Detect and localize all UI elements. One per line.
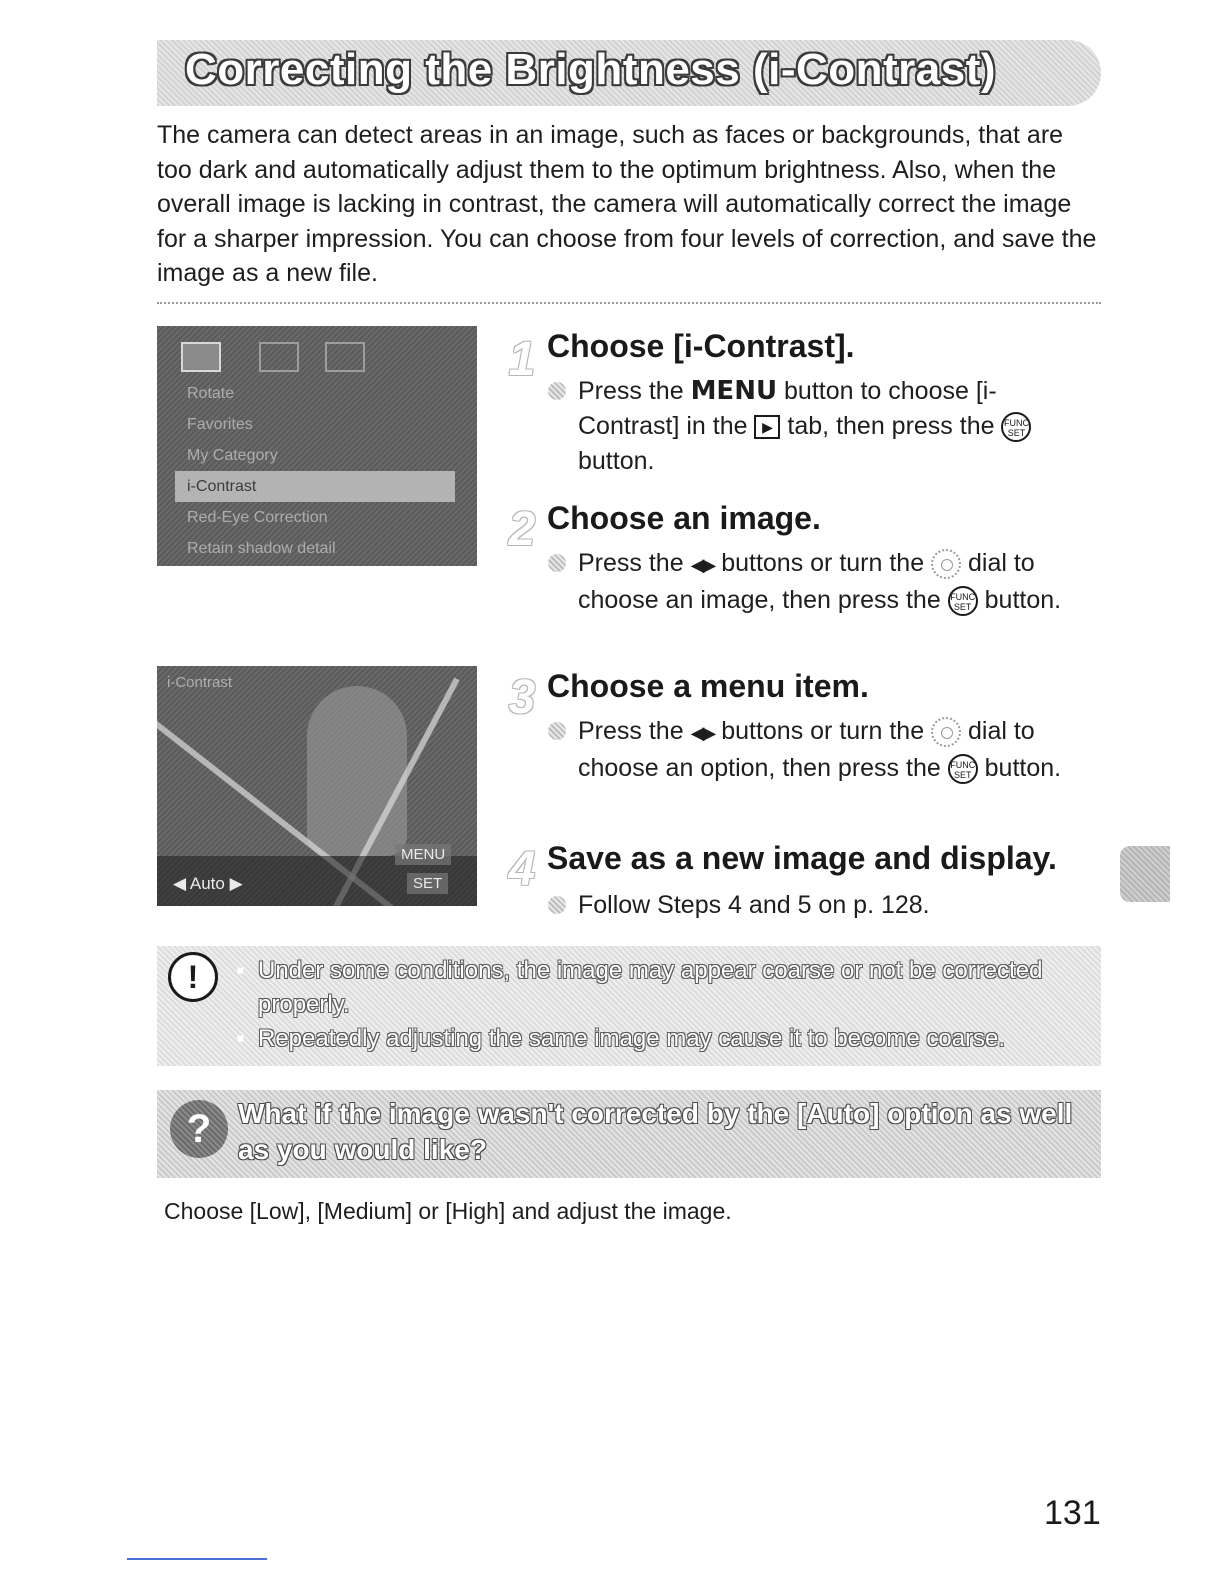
preview-screenshot xyxy=(157,666,477,906)
menu-item: My Category xyxy=(187,447,278,464)
step-title: Choose a menu item. xyxy=(547,668,869,704)
preview-option: ◀ Auto ▶ xyxy=(173,874,243,893)
bullet-icon xyxy=(548,382,566,400)
caution-item: ▪ Repeatedly adjusting the same image may cause it to become coarse. xyxy=(232,1022,1092,1056)
preview-label: i-Contrast xyxy=(167,674,233,691)
step-body: Follow Steps 4 and 5 on p. 128. xyxy=(578,888,1098,923)
menu-list xyxy=(175,378,455,564)
left-right-arrows-icon: ◀▶ xyxy=(690,555,715,575)
bullet-icon xyxy=(548,722,566,740)
menu-item: Favorites xyxy=(187,416,253,433)
settings-tab-icon xyxy=(325,342,365,372)
intro-paragraph: The camera can detect areas in an image, such as faces or backgrounds, that are too dark and automatically adjust them to the optimum brightness. Also, when the overall image is lacking in contrast, the camera will automatically correct the image for a sharper impression. You can choose from four levels of correction, and save the image as a new file. xyxy=(157,121,1097,287)
preview-menu-label: MENU xyxy=(395,844,451,865)
page-title: Correcting the Brightness (i-Contrast) xyxy=(185,45,997,94)
caution-icon: ! xyxy=(168,952,218,1002)
menu-screenshot xyxy=(157,326,477,566)
caution-item: ▪ Under some conditions, the image may appear coarse or not be corrected properly. xyxy=(232,954,1092,1022)
left-right-arrows-icon: ◀▶ xyxy=(690,723,715,743)
footer-line xyxy=(127,1558,267,1560)
page-number: 131 xyxy=(1044,1494,1101,1532)
step-number: 3 xyxy=(508,671,536,724)
func-set-icon: FUNC SET xyxy=(948,586,978,616)
step-body: Press the ◀▶ buttons or turn the dial to choose an option, then press the FUNC SET button. xyxy=(578,714,1098,786)
chapter-side-tab xyxy=(1120,846,1170,902)
photo-subject xyxy=(307,686,407,856)
menu-tab-strip xyxy=(175,338,455,378)
control-dial-icon xyxy=(931,717,961,747)
preview-option-value: Auto xyxy=(189,874,225,893)
menu-item: Retain shadow detail xyxy=(187,540,336,557)
func-set-icon: FUNC SET xyxy=(1001,412,1031,442)
playback-tab-icon xyxy=(181,342,221,372)
caution-list xyxy=(232,954,1092,1056)
preview-set-label: SET xyxy=(407,873,448,894)
step-title: Choose an image. xyxy=(547,500,821,536)
bullet-icon xyxy=(548,554,566,572)
menu-item: Red-Eye Correction xyxy=(187,509,328,526)
question-answer: Choose [Low], [Medium] or [High] and adjust the image. xyxy=(164,1198,732,1224)
menu-button-label: MENU xyxy=(690,376,778,406)
step-number: 4 xyxy=(508,843,536,896)
step-body: Press the ◀▶ buttons or turn the dial to choose an image, then press the FUNC SET button. xyxy=(578,546,1098,618)
playback-icon: ▶ xyxy=(754,415,780,439)
control-dial-icon xyxy=(931,549,961,579)
print-tab-icon xyxy=(259,342,299,372)
dotted-divider xyxy=(157,302,1101,304)
step-number: 1 xyxy=(508,333,536,386)
question-icon: ? xyxy=(170,1100,228,1158)
menu-item: Rotate xyxy=(187,385,235,402)
menu-item-selected: i-Contrast xyxy=(175,471,455,502)
step-number: 2 xyxy=(508,503,536,556)
func-set-icon: FUNC SET xyxy=(948,754,978,784)
step-title: Choose [i-Contrast]. xyxy=(547,328,855,364)
bullet-icon xyxy=(548,896,566,914)
step-body: Press the MENU button to choose [i-Contrast] in the ▶ tab, then press the FUNC SET button. xyxy=(578,374,1098,479)
step-title: Save as a new image and display. xyxy=(547,840,1057,876)
question-title: What if the image wasn't corrected by the [Auto] option as well as you would like? xyxy=(238,1098,1073,1165)
